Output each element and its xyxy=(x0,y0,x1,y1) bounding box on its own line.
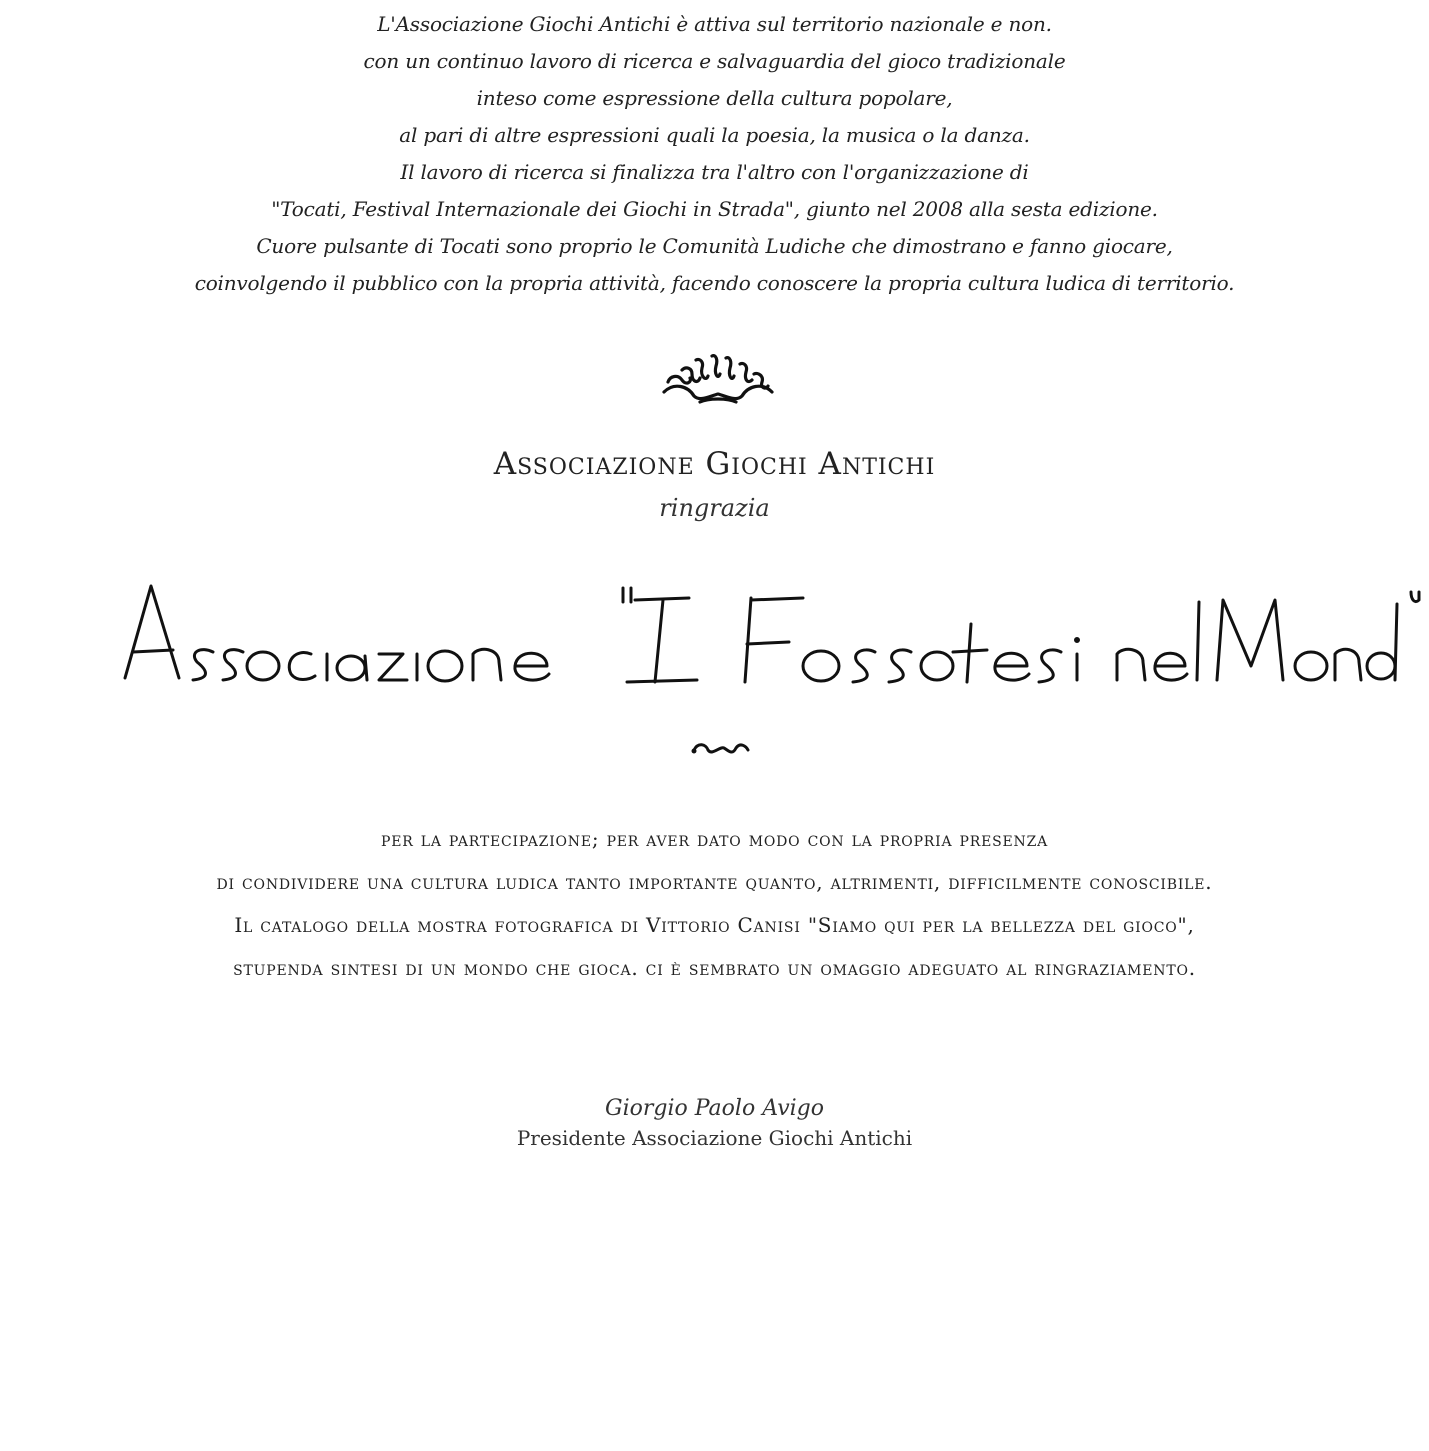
thanks-body xyxy=(0,818,1429,990)
intro-line: L'Associazione Giochi Antichi è attiva sul territorio nazionale e non. xyxy=(377,12,1052,36)
intro-line: Cuore pulsante di Tocati sono proprio le Comunità Ludiche che dimostrano e fanno giocare, xyxy=(256,234,1173,258)
body-line: stupenda sintesi di un mondo che gioca. ci è sembrato un omaggio adeguato al ringraziamento. xyxy=(233,956,1196,980)
intro-line: inteso come espressione della cultura popolare, xyxy=(476,86,953,110)
sun-ornament-icon xyxy=(660,352,776,406)
organization-name: Associazione Giochi Antichi xyxy=(493,446,936,482)
signature-block xyxy=(0,1094,1429,1152)
intro-line: Il lavoro di ricerca si finalizza tra l'altro con l'organizzazione di xyxy=(400,160,1029,184)
intro-line: con un continuo lavoro di ricerca e salvaguardia del gioco tradizionale xyxy=(363,49,1066,73)
intro-line: coinvolgendo il pubblico con la propria attività, facendo conoscere la propria cultura ludica di territorio. xyxy=(194,271,1235,295)
intro-paragraph xyxy=(0,6,1429,302)
body-line: di condividere una cultura ludica tanto importante quanto, altrimenti, difficilmente conoscibile. xyxy=(216,870,1213,894)
body-line: Il catalogo della mostra fotografica di Vittorio Canisi "Siamo qui per la bellezza del gioco", xyxy=(234,913,1195,937)
intro-line: "Tocati, Festival Internazionale dei Giochi in Strada", giunto nel 2008 alla sesta edizione. xyxy=(271,197,1158,221)
intro-line: al pari di altre espressioni quali la poesia, la musica o la danza. xyxy=(399,123,1030,147)
divider-flourish-icon xyxy=(690,736,750,758)
handwritten-recipient-signature xyxy=(115,570,1425,700)
signatory-role: Presidente Associazione Giochi Antichi xyxy=(516,1126,913,1150)
signatory-name: Giorgio Paolo Avigo xyxy=(605,1096,824,1121)
body-line: per la partecipazione; per aver dato modo con la propria presenza xyxy=(380,827,1049,851)
thanks-word: ringrazia xyxy=(659,494,770,522)
